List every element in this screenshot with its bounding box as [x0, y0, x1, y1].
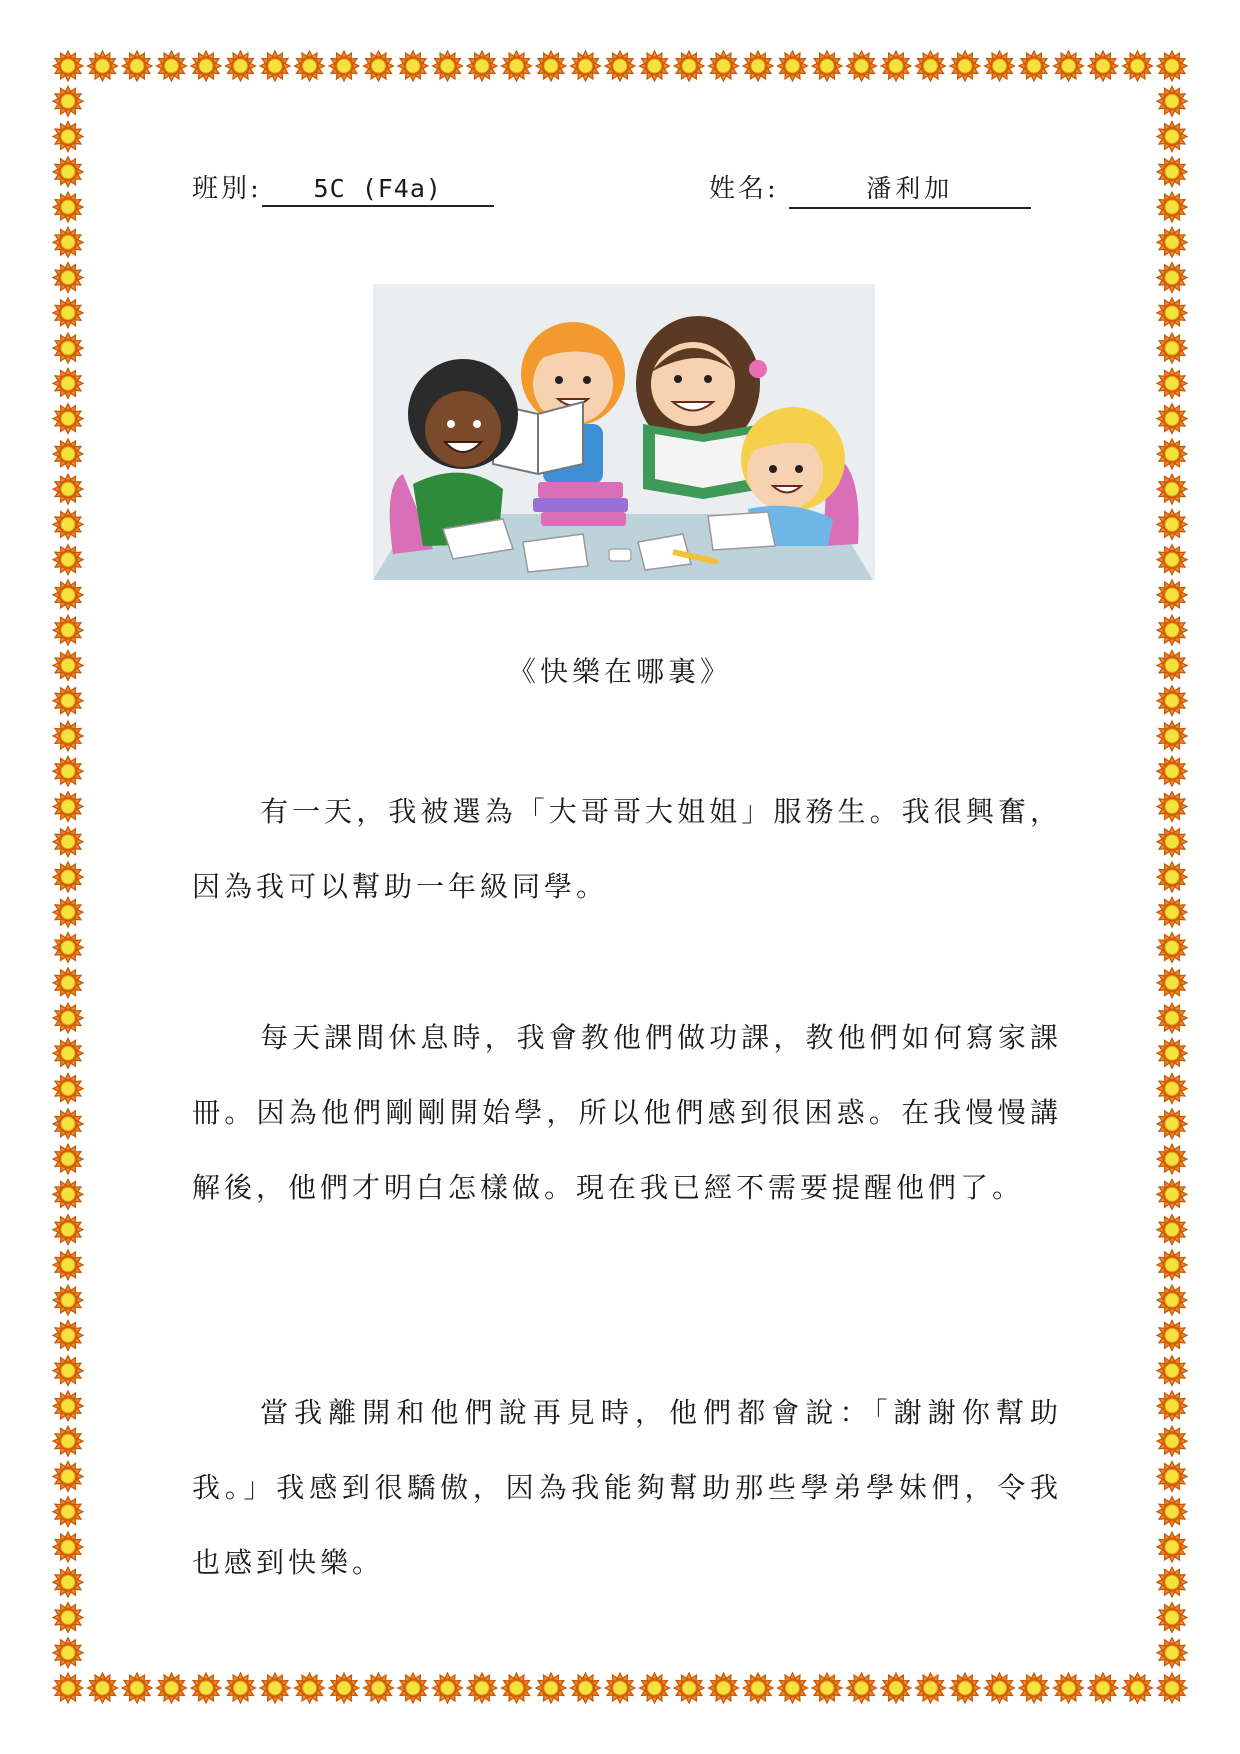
- sun-ornament-icon: [53, 1426, 83, 1456]
- sun-ornament-icon: [709, 51, 739, 81]
- sun-ornament-icon: [53, 1074, 83, 1104]
- story-paragraph-3: 當我離開和他們說再見時，他們都會說：「謝謝你幫助我。」我感到很驕傲，因為我能夠幫助那些學弟學妹們，令我也感到快樂。: [192, 1396, 1062, 1579]
- sun-ornament-icon: [1157, 1109, 1187, 1139]
- sun-ornament-icon: [433, 1673, 463, 1703]
- sun-ornament-icon: [53, 580, 83, 610]
- sun-ornament-icon: [53, 1461, 83, 1491]
- sun-ornament-icon: [53, 791, 83, 821]
- sun-ornament-icon: [1019, 51, 1049, 81]
- sun-ornament-icon: [53, 1285, 83, 1315]
- sun-ornament-icon: [1157, 686, 1187, 716]
- sun-ornament-icon: [1157, 1426, 1187, 1456]
- sun-ornament-icon: [88, 51, 118, 81]
- sun-ornament-icon: [743, 51, 773, 81]
- sun-ornament-icon: [1157, 333, 1187, 363]
- sun-ornament-icon: [53, 1391, 83, 1421]
- sun-ornament-icon: [53, 1038, 83, 1068]
- sun-ornament-icon: [226, 51, 256, 81]
- sun-ornament-icon: [1157, 1144, 1187, 1174]
- story-body-3: [192, 1375, 1062, 1600]
- sun-ornament-icon: [1157, 509, 1187, 539]
- name-value: 潘利加: [789, 169, 1031, 209]
- sun-ornament-icon: [571, 51, 601, 81]
- sun-ornament-icon: [433, 51, 463, 81]
- sun-ornament-icon: [743, 1673, 773, 1703]
- sun-ornament-icon: [812, 1673, 842, 1703]
- sun-ornament-icon: [191, 51, 221, 81]
- sun-ornament-icon: [1054, 1673, 1084, 1703]
- sun-ornament-icon: [53, 1497, 83, 1527]
- sun-ornament-icon: [1123, 51, 1153, 81]
- sun-ornament-icon: [53, 1320, 83, 1350]
- sun-ornament-icon: [53, 1215, 83, 1245]
- sun-ornament-icon: [329, 1673, 359, 1703]
- sun-ornament-icon: [950, 1673, 980, 1703]
- sun-ornament-icon: [985, 51, 1015, 81]
- sun-ornament-icon: [1157, 1532, 1187, 1562]
- sun-ornament-icon: [53, 157, 83, 187]
- sun-ornament-icon: [53, 933, 83, 963]
- sun-ornament-icon: [398, 1673, 428, 1703]
- sun-ornament-icon: [53, 474, 83, 504]
- sun-ornament-icon: [1157, 1391, 1187, 1421]
- sun-ornament-icon: [364, 1673, 394, 1703]
- sun-ornament-icon: [1157, 1497, 1187, 1527]
- sun-ornament-icon: [1157, 227, 1187, 257]
- sun-ornament-icon: [778, 51, 808, 81]
- sun-ornament-icon: [53, 298, 83, 328]
- sun-ornament-icon: [1157, 1638, 1187, 1668]
- story-body-2: [192, 1000, 1062, 1225]
- sun-ornament-icon: [605, 51, 635, 81]
- sun-ornament-icon: [640, 1673, 670, 1703]
- sun-ornament-icon: [1157, 1179, 1187, 1209]
- sun-ornament-icon: [53, 1602, 83, 1632]
- sun-ornament-icon: [122, 1673, 152, 1703]
- sun-ornament-icon: [157, 51, 187, 81]
- sun-ornament-icon: [88, 1673, 118, 1703]
- sun-ornament-icon: [1157, 404, 1187, 434]
- sun-ornament-icon: [1157, 192, 1187, 222]
- sun-ornament-icon: [1157, 756, 1187, 786]
- sun-ornament-icon: [260, 51, 290, 81]
- sun-ornament-icon: [1054, 51, 1084, 81]
- sun-ornament-icon: [1157, 368, 1187, 398]
- sun-ornament-icon: [53, 227, 83, 257]
- sun-ornament-icon: [1157, 1003, 1187, 1033]
- sun-ornament-icon: [1088, 1673, 1118, 1703]
- sun-ornament-icon: [709, 1673, 739, 1703]
- sun-ornament-icon: [122, 51, 152, 81]
- sun-ornament-icon: [536, 51, 566, 81]
- sun-ornament-icon: [502, 51, 532, 81]
- sun-ornament-icon: [53, 333, 83, 363]
- sun-ornament-icon: [1157, 298, 1187, 328]
- sun-ornament-icon: [157, 1673, 187, 1703]
- sun-ornament-icon: [467, 1673, 497, 1703]
- sun-ornament-icon: [916, 1673, 946, 1703]
- sun-ornament-icon: [53, 1638, 83, 1668]
- sun-ornament-icon: [295, 51, 325, 81]
- story-title: 《快樂在哪裏》: [507, 655, 732, 688]
- sun-ornament-icon: [1157, 1356, 1187, 1386]
- sun-ornament-icon: [881, 51, 911, 81]
- sun-ornament-icon: [1157, 1285, 1187, 1315]
- sun-ornament-icon: [53, 968, 83, 998]
- sun-ornament-icon: [53, 439, 83, 469]
- sun-ornament-icon: [53, 1532, 83, 1562]
- sun-ornament-icon: [1157, 122, 1187, 152]
- sun-ornament-icon: [1157, 1567, 1187, 1597]
- sun-ornament-icon: [1157, 862, 1187, 892]
- name-label: 姓名:: [709, 174, 779, 204]
- sun-ornament-icon: [53, 404, 83, 434]
- sun-ornament-icon: [778, 1673, 808, 1703]
- sun-ornament-icon: [1157, 51, 1187, 81]
- sun-ornament-icon: [226, 1673, 256, 1703]
- sun-ornament-icon: [847, 1673, 877, 1703]
- story-paragraph-2: 每天課間休息時，我會教他們做功課，教他們如何寫家課冊。因為他們剛剛開始學，所以他們感到很困惑。在我慢慢講解後，他們才明白怎樣做。現在我已經不需要提醒他們了。: [192, 1021, 1062, 1204]
- sun-ornament-icon: [1157, 157, 1187, 187]
- sun-ornament-icon: [53, 545, 83, 575]
- sun-ornament-icon: [53, 122, 83, 152]
- sun-ornament-icon: [881, 1673, 911, 1703]
- sun-ornament-icon: [1157, 545, 1187, 575]
- sun-ornament-icon: [1157, 791, 1187, 821]
- class-label: 班別:: [192, 174, 262, 204]
- sun-ornament-icon: [1157, 474, 1187, 504]
- sun-ornament-icon: [847, 51, 877, 81]
- sun-ornament-icon: [53, 1250, 83, 1280]
- sun-ornament-icon: [1157, 439, 1187, 469]
- sun-ornament-icon: [191, 1673, 221, 1703]
- sun-ornament-icon: [1157, 1320, 1187, 1350]
- children-studying-illustration: [373, 284, 875, 580]
- sun-ornament-icon: [640, 51, 670, 81]
- sun-ornament-icon: [1157, 968, 1187, 998]
- sun-ornament-icon: [674, 1673, 704, 1703]
- sun-ornament-icon: [53, 1356, 83, 1386]
- sun-ornament-icon: [53, 1109, 83, 1139]
- sun-ornament-icon: [1157, 1074, 1187, 1104]
- sun-ornament-icon: [1157, 1215, 1187, 1245]
- sun-ornament-icon: [53, 1003, 83, 1033]
- sun-ornament-icon: [467, 51, 497, 81]
- sun-ornament-icon: [53, 1144, 83, 1174]
- sun-ornament-icon: [53, 368, 83, 398]
- sun-ornament-icon: [53, 897, 83, 927]
- sun-ornament-icon: [53, 615, 83, 645]
- sun-ornament-icon: [1157, 1038, 1187, 1068]
- name-field: [709, 168, 1031, 209]
- sun-ornament-icon: [1157, 580, 1187, 610]
- sun-ornament-icon: [53, 1179, 83, 1209]
- sun-ornament-icon: [1157, 1250, 1187, 1280]
- sun-ornament-icon: [53, 509, 83, 539]
- sun-ornament-icon: [950, 51, 980, 81]
- story-body: [192, 774, 1062, 924]
- story-paragraph-1: 有一天，我被選為「大哥哥大姐姐」服務生。我很興奮，因為我可以幫助一年級同學。: [192, 795, 1062, 903]
- sun-ornament-icon: [260, 1673, 290, 1703]
- sun-ornament-icon: [985, 1673, 1015, 1703]
- sun-ornament-icon: [364, 51, 394, 81]
- sun-ornament-icon: [53, 686, 83, 716]
- sun-ornament-icon: [812, 51, 842, 81]
- sun-ornament-icon: [1157, 827, 1187, 857]
- sun-ornament-icon: [536, 1673, 566, 1703]
- sun-ornament-icon: [53, 192, 83, 222]
- class-value: 5C (F4a): [262, 174, 494, 207]
- sun-ornament-icon: [398, 51, 428, 81]
- sun-ornament-icon: [1157, 721, 1187, 751]
- sun-ornament-icon: [1157, 1461, 1187, 1491]
- sun-ornament-icon: [53, 263, 83, 293]
- sun-ornament-icon: [295, 1673, 325, 1703]
- sun-ornament-icon: [1088, 51, 1118, 81]
- class-field: [192, 168, 494, 207]
- sun-ornament-icon: [674, 51, 704, 81]
- sun-ornament-icon: [605, 1673, 635, 1703]
- sun-ornament-icon: [53, 756, 83, 786]
- sun-ornament-icon: [53, 827, 83, 857]
- sun-ornament-icon: [1157, 263, 1187, 293]
- sun-ornament-icon: [1019, 1673, 1049, 1703]
- sun-ornament-icon: [329, 51, 359, 81]
- sun-ornament-icon: [1157, 1673, 1187, 1703]
- sun-ornament-icon: [53, 1567, 83, 1597]
- sun-ornament-icon: [53, 51, 83, 81]
- sun-ornament-icon: [571, 1673, 601, 1703]
- sun-ornament-icon: [1157, 1602, 1187, 1632]
- sun-ornament-icon: [53, 721, 83, 751]
- sun-ornament-icon: [1157, 933, 1187, 963]
- sun-ornament-icon: [53, 862, 83, 892]
- sun-ornament-icon: [53, 1673, 83, 1703]
- sun-ornament-icon: [1123, 1673, 1153, 1703]
- sun-ornament-icon: [1157, 86, 1187, 116]
- sun-ornament-icon: [502, 1673, 532, 1703]
- sun-ornament-icon: [1157, 897, 1187, 927]
- sun-ornament-icon: [916, 51, 946, 81]
- sun-ornament-icon: [53, 86, 83, 116]
- sun-ornament-icon: [1157, 615, 1187, 645]
